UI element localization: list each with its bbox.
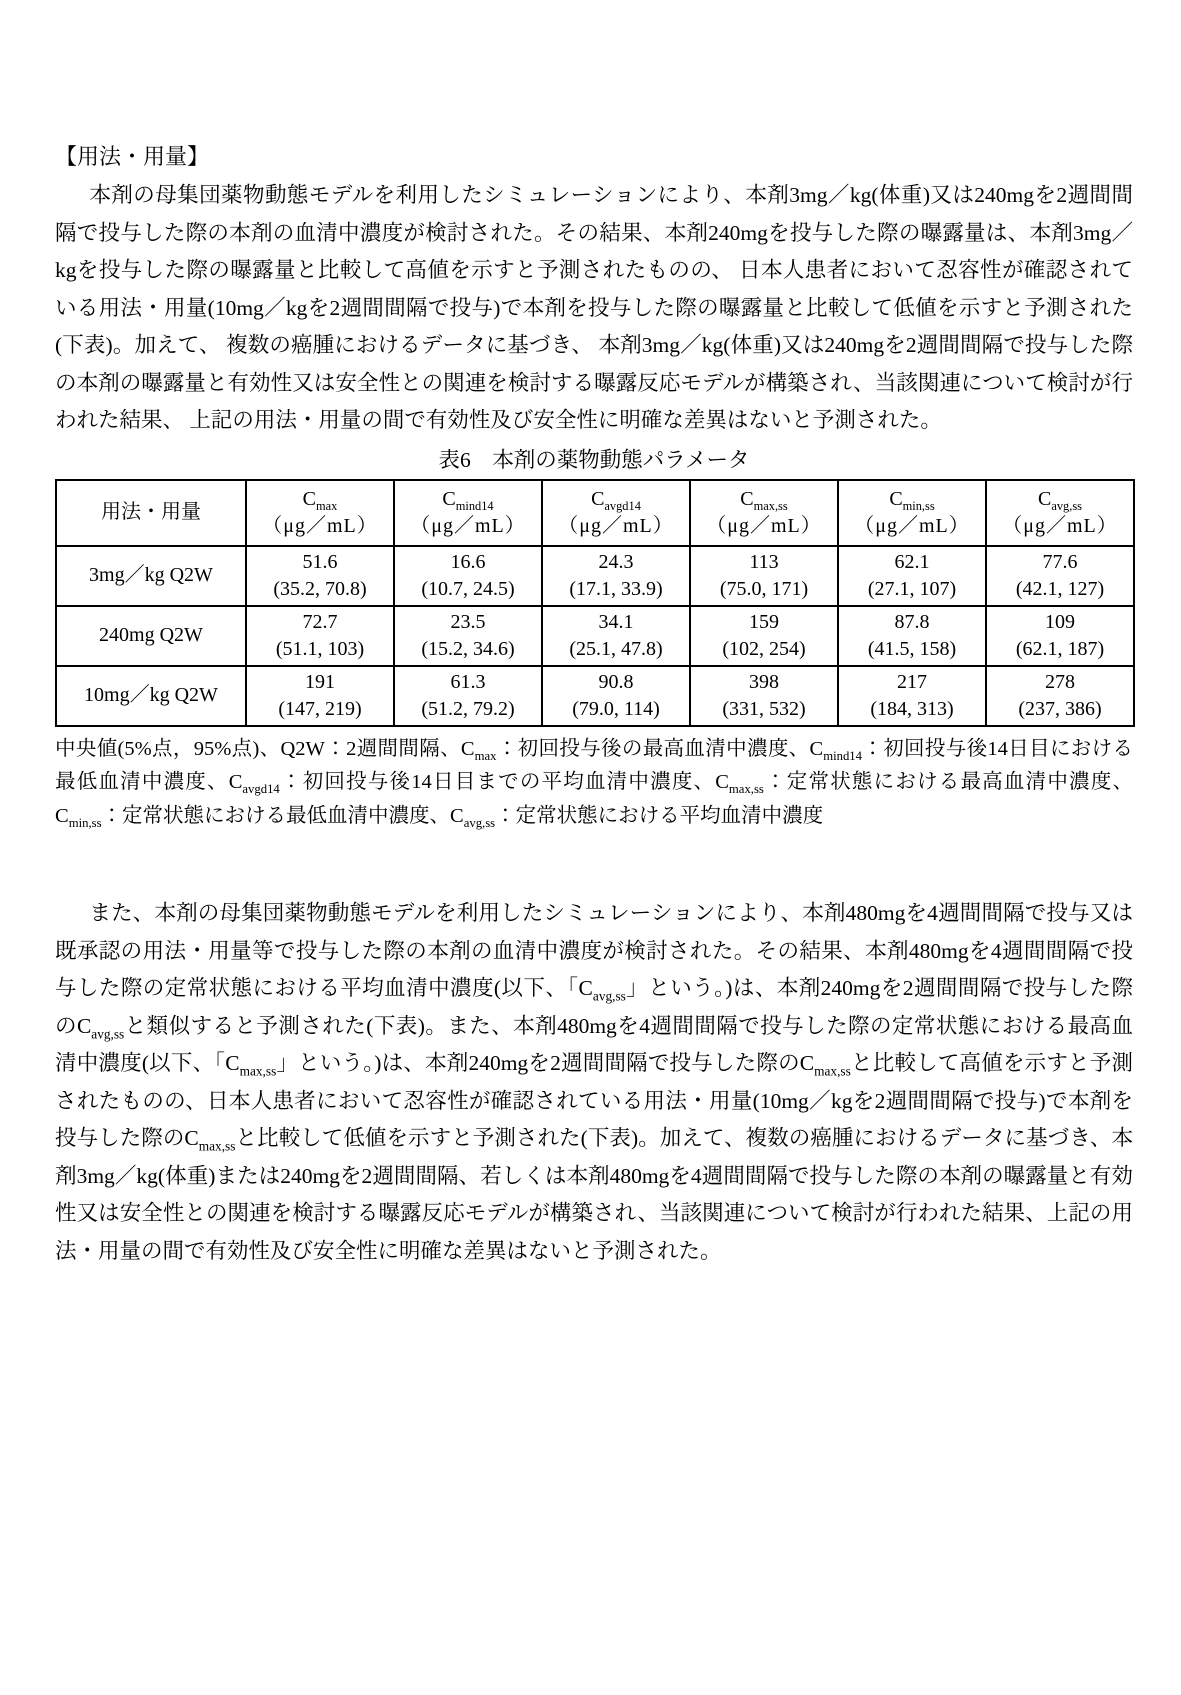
table-header-row: [56, 480, 1134, 546]
row-label: 240mg Q2W: [56, 606, 246, 666]
table-cell: 51.6 (35.2, 70.8): [246, 546, 394, 606]
column-header-cmind14: $C_{mind14}$ （μg／mL）: [394, 480, 542, 546]
table-cell: 62.1 (27.1, 107): [838, 546, 986, 606]
table-cell: 217 (184, 313): [838, 666, 986, 726]
table-row: [56, 546, 1134, 606]
corner-header-cell: 用法・用量: [56, 480, 246, 546]
table-cell: 24.3 (17.1, 33.9): [542, 546, 690, 606]
column-header-cavgss: $C_{avg,ss}$ （μg／mL）: [986, 480, 1134, 546]
table-cell: 398 (331, 532): [690, 666, 838, 726]
paragraph-2: また、本剤の母集団薬物動態モデルを利用したシミュレーションにより、本剤480mgを4週間間隔で投与又は既承認の用法・用量等で投与した際の本剤の血清中濃度が検討された。その結果、本剤480mgを4週間間隔で投与した際の定常状態における平均血清中濃度(以下、「$C_{avg,ss}$」という。)は、本剤240mgを2週間間隔で投与した際の$C_{avg,ss}$と類似すると予測された(下表)。また、本剤480mgを4週間間隔で投与した際の定常状態における最高血清中濃度(以下、「$C_{max,ss}$」という。)は、本剤240mgを2週間間隔で投与した際の$C_{max,ss}$と比較して高値を示すと予測されたものの、日本人患者において忍容性が確認されている用法・用量(10mg／kgを2週間間隔で投与)で本剤を投与した際の$C_{max,ss}$と比較して低値を示すと予測された(下表)。加えて、複数の癌腫におけるデータに基づき、本剤3mg／kg(体重)または240mgを2週間間隔、若しくは本剤480mgを4週間間隔で投与した際の本剤の曝露量と有効性又は安全性との関連を検討する曝露反応モデルが構築され、当該関連について検討が行われた結果、上記の用法・用量の間で有効性及び安全性に明確な差異はないと予測された。: [55, 901, 1133, 1263]
table-cell: 113 (75.0, 171): [690, 546, 838, 606]
table-cell: 23.5 (15.2, 34.6): [394, 606, 542, 666]
column-header-cminss: $C_{min,ss}$ （μg／mL）: [838, 480, 986, 546]
table-cell: 159 (102, 254): [690, 606, 838, 666]
row-label: 3mg／kg Q2W: [56, 546, 246, 606]
table-cell: 77.6 (42.1, 127): [986, 546, 1134, 606]
row-label: 10mg／kg Q2W: [56, 666, 246, 726]
table-cell: 34.1 (25.1, 47.8): [542, 606, 690, 666]
column-header-cavgd14: $C_{avgd14}$ （μg／mL）: [542, 480, 690, 546]
table-cell: 16.6 (10.7, 24.5): [394, 546, 542, 606]
paragraph-1: 本剤の母集団薬物動態モデルを利用したシミュレーションにより、本剤3mg／kg(体重)又は240mgを2週間間隔で投与した際の本剤の血清中濃度が検討された。その結果、本剤240mgを投与した際の曝露量は、本剤3mg／kgを投与した際の曝露量と比較して高値を示すと予測されたものの、 日本人患者において忍容性が確認されている用法・用量(10mg／kgを2週間間隔で投与)で本剤を投与した際の曝露量と比較して低値を示すと予測された(下表)。加えて、 複数の癌腫におけるデータに基づき、 本剤3mg／kg(体重)又は240mgを2週間間隔で投与した際の本剤の曝露量と有効性又は安全性との関連を検討する曝露反応モデルが構築され、当該関連について検討が行われた結果、 上記の用法・用量の間で有効性及び安全性に明確な差異はないと予測された。: [55, 183, 1133, 432]
column-header-cmax: $C_{max}$ （μg／mL）: [246, 480, 394, 546]
column-header-cmaxss: $C_{max,ss}$ （μg／mL）: [690, 480, 838, 546]
table-footnote: 中央値(5%点，95%点)、Q2W：2週間間隔、$C_{max}$：初回投与後の最高血清中濃度、$C_{mind14}$：初回投与後14日目における最低血清中濃度、$C_{avgd14}$：初回投与後14日目までの平均血清中濃度、$C_{max,ss}$：定常状態における最高血清中濃度、$C_{min,ss}$：定常状態における最低血清中濃度、$C_{avg,ss}$：定常状態における平均血清中濃度: [55, 737, 1134, 830]
table-cell: 72.7 (51.1, 103): [246, 606, 394, 666]
section-heading: 【用法・用量】: [55, 144, 210, 169]
table-cell: 191 (147, 219): [246, 666, 394, 726]
spacer: [55, 833, 1133, 895]
table-cell: 278 (237, 386): [986, 666, 1134, 726]
table-cell: 90.8 (79.0, 114): [542, 666, 690, 726]
table-row: [56, 666, 1134, 726]
table-cell: 109 (62.1, 187): [986, 606, 1134, 666]
table-row: [56, 606, 1134, 666]
table-cell: 87.8 (41.5, 158): [838, 606, 986, 666]
table-caption: 表6 本剤の薬物動態パラメータ: [438, 447, 750, 472]
pk-parameter-table: [55, 479, 1135, 727]
table-cell: 61.3 (51.2, 79.2): [394, 666, 542, 726]
